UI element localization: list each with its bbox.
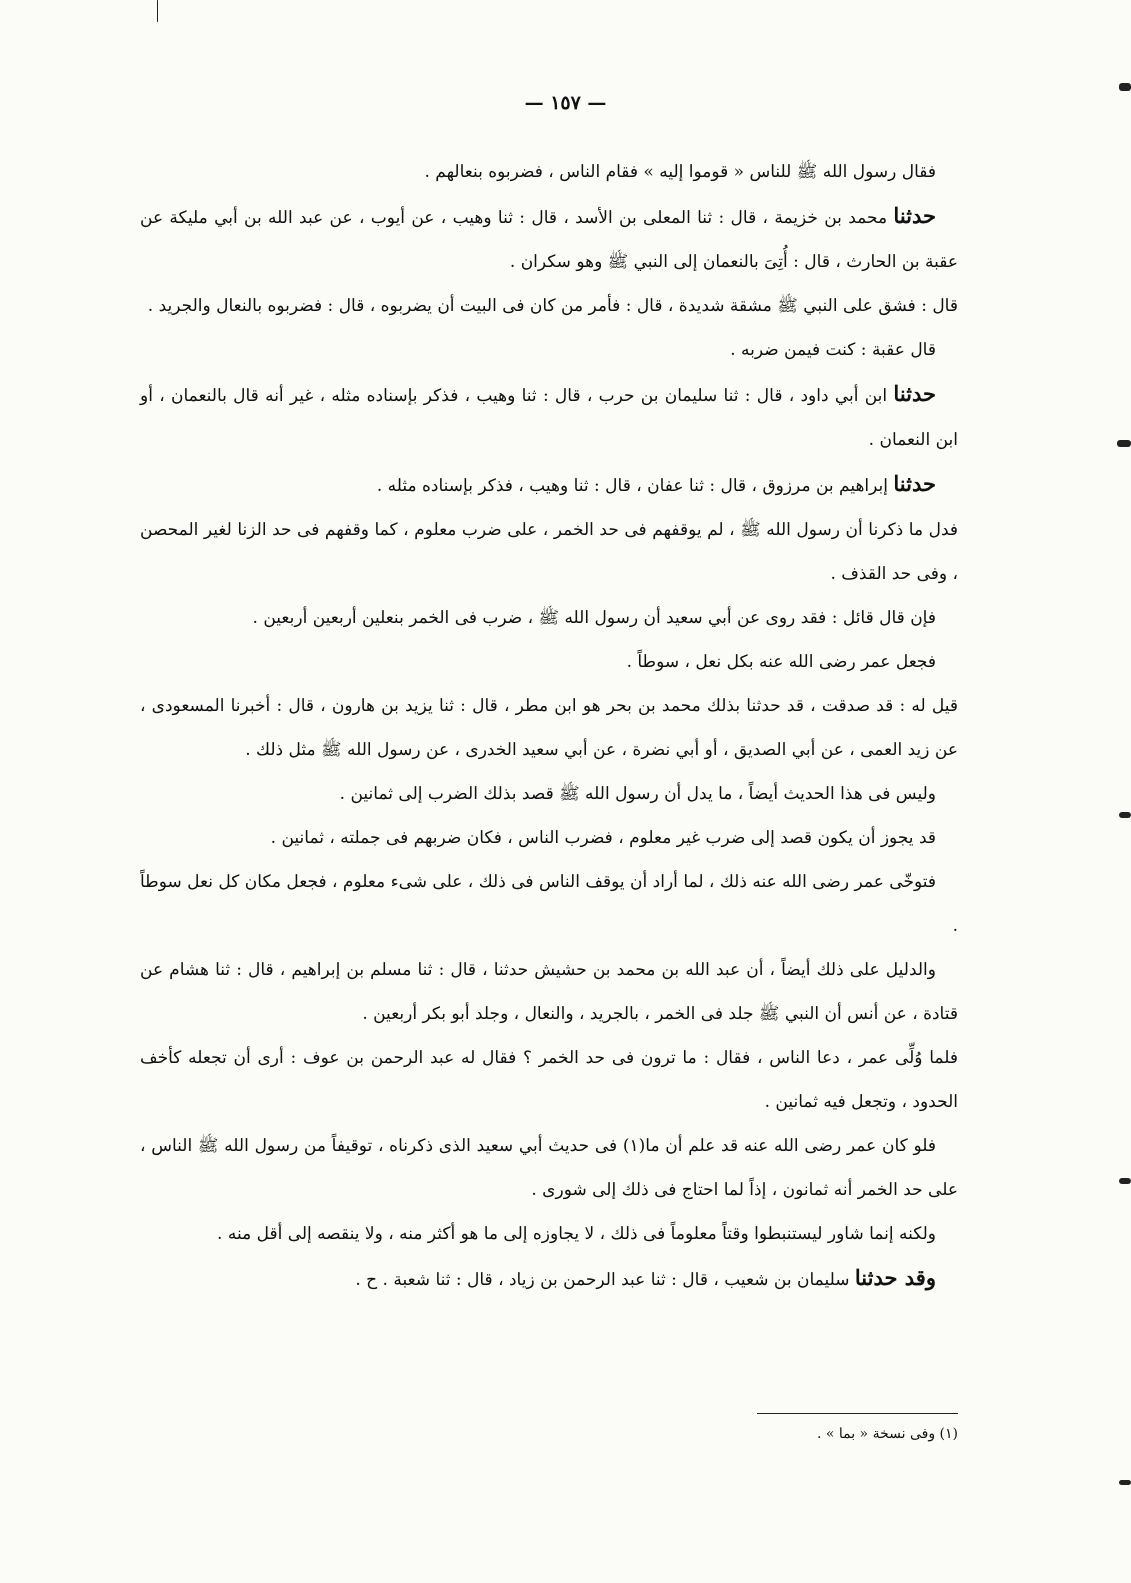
paragraph-7 xyxy=(140,508,958,596)
paragraph-15 xyxy=(140,1036,958,1124)
footnote-divider xyxy=(757,1413,958,1414)
paragraph-8 xyxy=(140,596,958,640)
paragraph-text: فدل ما ذكرنا أن رسول الله ﷺ ، لم يوقفهم فى حد الخمر ، على ضرب معلوم ، كما وقفهم فى حد الزنا لغير المحصن ، وفى حد القذف . xyxy=(140,520,958,584)
haddatha-word: حدثنا xyxy=(893,381,937,406)
paragraph-1 xyxy=(140,150,958,194)
scan-mark-right-3 xyxy=(1119,812,1131,818)
paragraph-text: فقال رسول الله ﷺ للناس « قوموا إليه » فقام الناس ، فضربوه بنعالهم . xyxy=(424,162,936,182)
paragraph-text: وليس فى هذا الحديث أيضاً ، ما يدل أن رسول الله ﷺ قصد بذلك الضرب إلى ثمانين . xyxy=(339,784,936,804)
paragraph-text: فلو كان عمر رضى الله عنه قد علم أن ما(١) فى حديث أبي سعيد الذى ذكرناه ، توقيفاً من رسول الله ﷺ الناس ، على حد الخمر أنه ثمانون ، إذاً لما احتاج فى ذلك إلى شورى . xyxy=(140,1136,958,1200)
scan-mark-right-2 xyxy=(1117,440,1131,447)
paragraph-text: فجعل عمر رضى الله عنه بكل نعل ، سوطاً . xyxy=(626,652,936,672)
paragraph-16 xyxy=(140,1124,958,1212)
scan-mark-right-5 xyxy=(1119,1480,1131,1485)
scan-mark-right-1 xyxy=(1119,83,1131,91)
paragraph-text: قال : فشق على النبي ﷺ مشقة شديدة ، قال : فأمر من كان فى البيت أن يضربوه ، قال : فضربوه بالنعال والجريد . xyxy=(147,296,958,316)
paragraph-3 xyxy=(140,284,958,328)
paragraph-5 xyxy=(140,372,958,462)
paragraph-text: فتوخّى عمر رضى الله عنه ذلك ، لما أراد أن يوقف الناس فى ذلك ، على شىء معلوم ، فجعل مكان كل نعل سوطاً . xyxy=(140,872,958,936)
paragraph-text: فلما وُلِّى عمر ، دعا الناس ، فقال : ما ترون فى حد الخمر ؟ فقال له عبد الرحمن بن عوف : أرى أن تجعله كأخف الحدود ، وتجعل فيه ثمانين . xyxy=(140,1048,958,1112)
paragraph-text: ولكنه إنما شاور ليستنبطوا وقتاً معلوماً فى ذلك ، لا يجاوزه إلى ما هو أكثر منه ، ولا ينقصه إلى أقل منه . xyxy=(217,1224,936,1244)
paragraph-text: ابن أبي داود ، قال : ثنا سليمان بن حرب ، قال : ثنا وهيب ، فذكر بإسناده مثله ، غير أنه قال بالنعمان ، أو ابن النعمان . xyxy=(140,386,958,450)
scan-mark-right-4 xyxy=(1119,1178,1131,1184)
page-number: — ١٥٧ — xyxy=(524,92,607,114)
haddatha-word: حدثنا xyxy=(893,471,936,496)
paragraph-12 xyxy=(140,816,958,860)
paragraph-text: محمد بن خزيمة ، قال : ثنا المعلى بن الأسد ، قال : ثنا وهيب ، عن أيوب ، عن عبد الله بن أبي مليكة عن عقبة بن الحارث ، قال : أُتِىَ بالنعمان إلى النبي ﷺ وهو سكران . xyxy=(140,208,958,272)
body-text xyxy=(140,150,958,1302)
paragraph-4 xyxy=(140,328,958,372)
paragraph-text: قال عقبة : كنت فيمن ضربه . xyxy=(730,340,936,360)
footnote: (١) وفى نسخة « بما » . xyxy=(816,1426,958,1442)
haddatha-word: وقد حدثنا xyxy=(854,1265,936,1290)
paragraph-18 xyxy=(140,1256,958,1302)
paragraph-11 xyxy=(140,772,958,816)
paragraph-text: قد يجوز أن يكون قصد إلى ضرب غير معلوم ، فضرب الناس ، فكان ضربهم فى جملته ، ثمانين . xyxy=(270,828,936,848)
paragraph-13 xyxy=(140,860,958,948)
scan-mark-top xyxy=(157,0,158,22)
paragraph-10 xyxy=(140,684,958,772)
haddatha-word: حدثنا xyxy=(893,203,937,228)
paragraph-text: إبراهيم بن مرزوق ، قال : ثنا عفان ، قال : ثنا وهيب ، فذكر بإسناده مثله . xyxy=(376,476,888,496)
paragraph-text: والدليل على ذلك أيضاً ، أن عبد الله بن محمد بن حشيش حدثنا ، قال : ثنا مسلم بن إبراهيم ، قال : ثنا هشام عن قتادة ، عن أنس أن النبي ﷺ جلد فى الخمر ، بالجريد ، والنعال ، وجلد أبو بكر أربعين . xyxy=(140,960,958,1024)
paragraph-2 xyxy=(140,194,958,284)
paragraph-9 xyxy=(140,640,958,684)
paragraph-6 xyxy=(140,462,958,508)
paragraph-text: سليمان بن شعيب ، قال : ثنا عبد الرحمن بن زياد ، قال : ثنا شعبة . ح . xyxy=(355,1270,850,1290)
paragraph-text: فإن قال قائل : فقد روى عن أبي سعيد أن رسول الله ﷺ ، ضرب فى الخمر بنعلين أربعين أربعين . xyxy=(252,608,936,628)
paragraph-14 xyxy=(140,948,958,1036)
paragraph-text: قيل له : قد صدقت ، قد حدثنا بذلك محمد بن بحر هو ابن مطر ، قال : ثنا يزيد بن هارون ، قال : أخبرنا المسعودى ، عن زيد العمى ، عن أبي الصديق ، أو أبي نضرة ، عن أبي سعيد الخدرى ، عن رسول الله ﷺ مثل ذلك . xyxy=(140,696,958,760)
paragraph-17 xyxy=(140,1212,958,1256)
